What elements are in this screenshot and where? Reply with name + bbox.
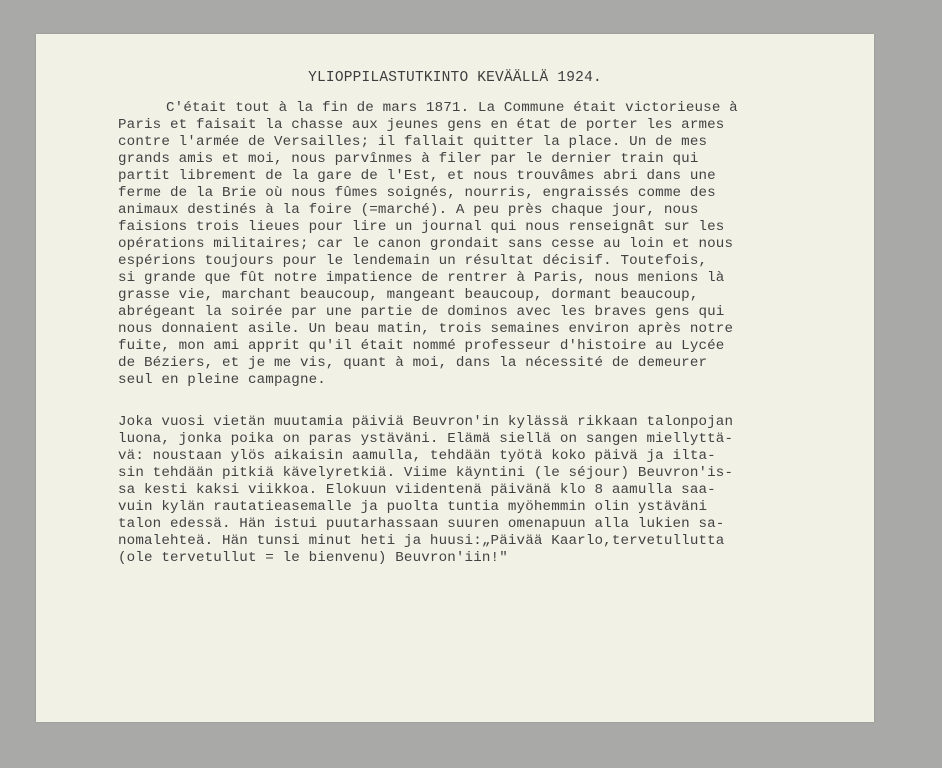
text-line: Paris et faisait la chasse aux jeunes gens en état de porter les armes bbox=[118, 117, 725, 133]
text-line: contre l'armée de Versailles; il fallait quitter la place. Un de mes bbox=[118, 134, 708, 150]
finnish-paragraph bbox=[118, 414, 858, 567]
text-line: (ole tervetullut = le bienvenu) Beuvron'iin!" bbox=[118, 550, 508, 566]
text-line: de Béziers, et je me vis, quant à moi, dans la nécessité de demeurer bbox=[118, 355, 708, 371]
text-line: talon edessä. Hän istui puutarhassaan suuren omenapuun alla lukien sa- bbox=[118, 516, 725, 532]
text-line: fuite, mon ami apprit qu'il était nommé professeur d'histoire au Lycée bbox=[118, 338, 725, 354]
text-line: abrégeant la soirée par une partie de dominos avec les braves gens qui bbox=[118, 304, 725, 320]
text-line: seul en pleine campagne. bbox=[118, 372, 326, 388]
text-line: vuin kylän rautatieasemalle ja puolta tuntia myöhemmin olin ystäväni bbox=[118, 499, 708, 515]
text-line: Joka vuosi vietän muutamia päiviä Beuvron'in kylässä rikkaan talonpojan bbox=[118, 414, 734, 430]
text-line: sin tehdään pitkiä kävelyretkiä. Viime käyntini (le séjour) Beuvron'is- bbox=[118, 465, 734, 481]
text-line: nomalehteä. Hän tunsi minut heti ja huusi:„Päivää Kaarlo,tervetullutta bbox=[118, 533, 725, 549]
text-line: faisions trois lieues pour lire un journal qui nous renseignât sur les bbox=[118, 219, 725, 235]
text-line: opérations militaires; car le canon grondait sans cesse au loin et nous bbox=[118, 236, 734, 252]
text-line: C'était tout à la fin de mars 1871. La Commune était victorieuse à bbox=[166, 100, 738, 116]
text-line: partit librement de la gare de l'Est, et nous trouvâmes abri dans une bbox=[118, 168, 716, 184]
text-line: espérions toujours pour le lendemain un résultat décisif. Toutefois, bbox=[118, 253, 708, 269]
text-line: sa kesti kaksi viikkoa. Elokuun viidentenä päivänä klo 8 aamulla saa- bbox=[118, 482, 716, 498]
text-line: ferme de la Brie où nous fûmes soignés, nourris, engraissés comme des bbox=[118, 185, 716, 201]
text-line: luona, jonka poika on paras ystäväni. Elämä siellä on sangen miellyttä- bbox=[118, 431, 734, 447]
document-page bbox=[36, 34, 874, 722]
document-title: YLIOPPILASTUTKINTO KEVÄÄLLÄ 1924. bbox=[308, 70, 602, 86]
text-line: animaux destinés à la foire (=marché). A peu près chaque jour, nous bbox=[118, 202, 699, 218]
french-paragraph bbox=[118, 100, 858, 389]
text-line: grands amis et moi, nous parvînmes à filer par le dernier train qui bbox=[118, 151, 699, 167]
text-line: vä: noustaan ylös aikaisin aamulla, tehdään työtä koko päivä ja ilta- bbox=[118, 448, 716, 464]
text-line: si grande que fût notre impatience de rentrer à Paris, nous menions là bbox=[118, 270, 725, 286]
text-line: nous donnaient asile. Un beau matin, trois semaines environ après notre bbox=[118, 321, 734, 337]
text-line: grasse vie, marchant beaucoup, mangeant beaucoup, dormant beaucoup, bbox=[118, 287, 699, 303]
